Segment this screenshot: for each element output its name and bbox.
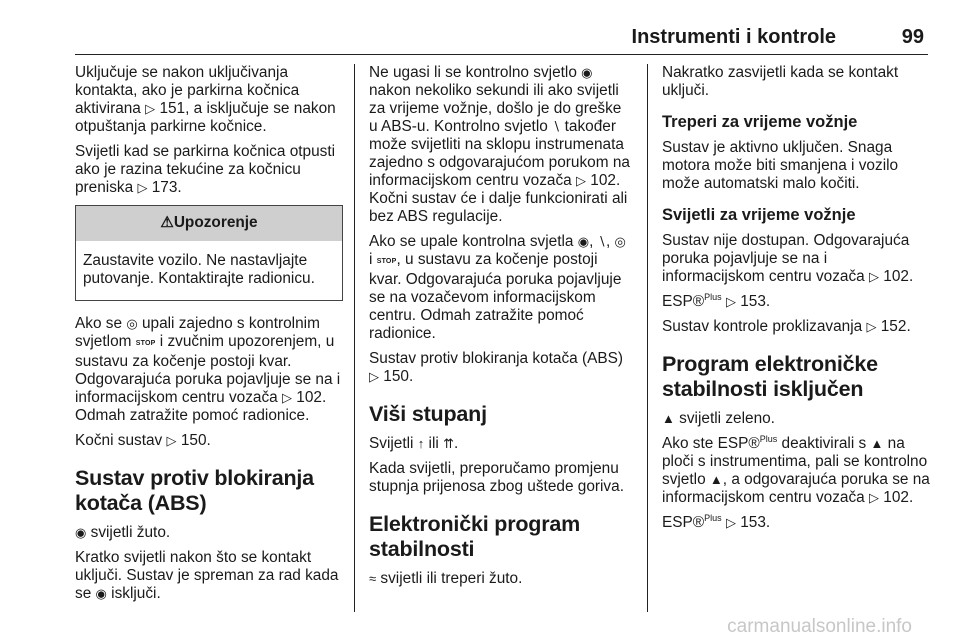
page-title: Instrumenti i kontrole [631, 26, 836, 48]
column-divider [647, 64, 648, 612]
paragraph: ◉ svijetli žuto. [75, 524, 171, 541]
paragraph: ▲ svijetli zeleno. [662, 410, 775, 427]
esp-off-icon: ▲ [662, 411, 675, 426]
watermark: carmanualsonline.info [727, 616, 912, 637]
abs-icon: ◉ [95, 586, 107, 601]
paragraph: Kada svijetli, preporučamo promjenu stupnja prijenosa zbog uštede goriva. [369, 460, 624, 495]
stop-icon: STOP [135, 340, 156, 347]
esp-off-icon: ▲ [709, 472, 723, 487]
arrow-ref-icon: ▷ [869, 269, 879, 284]
arrow-ref-icon: ▷ [725, 294, 736, 309]
page-header [75, 22, 928, 55]
shift-up-icon: ↑ [417, 436, 425, 451]
page-ref[interactable]: 151 [159, 100, 186, 117]
brake-warning-icon: ◎ [614, 234, 626, 249]
paragraph: ESP®$^{Plus}$ ▷ 153. [662, 291, 771, 310]
stop-icon: STOP [376, 258, 397, 265]
paragraph: Sustav je aktivno uključen. Snaga motora može biti smanjena i vozilo može automatski malo kočiti. [662, 139, 899, 192]
arrow-ref-icon: ▷ [576, 173, 586, 188]
paragraph: Ako se upale kontrolna svjetla ◉, ∖, ◎ i STOP, u sustavu za kočenje postoji kvar. Odgovarajuća poruka pojavljuje se na vozačevom informacijskom centru. Odmah zatražite pomoć radionice. [369, 233, 626, 342]
page-ref[interactable]: 150 [383, 368, 409, 385]
brake-warning-icon: ◎ [126, 316, 138, 331]
page-ref[interactable]: 153 [740, 514, 766, 531]
page-ref[interactable]: 173 [151, 179, 178, 196]
paragraph: Ne ugasi li se kontrolno svjetlo ◉ nakon nekoliko sekundi ili ako svijetli za vrijeme vožnje, došlo je do greške u ABS-u. Kontrolno svjetlo ∖ također može svijetliti na sklopu instrumenata zajedno s odgovarajućom porukom na informacijskom centru vozača ▷ 102. Kočni sustav će i dalje funkcionirati ali bez ABS regulacije. [369, 64, 630, 225]
arrow-ref-icon: ▷ [869, 490, 879, 505]
esp-icon: ≈ [369, 571, 377, 586]
paragraph: ESP®$^{Plus}$ ▷ 153. [662, 512, 771, 531]
page-ref[interactable]: 152 [880, 318, 907, 335]
paragraph: Sustav kontrole proklizavanja ▷ 152. [662, 318, 911, 335]
paragraph: Kratko svijetli nakon što se kontakt uključi. Sustav je spreman za rad kada se ◉ isključi. [75, 549, 339, 602]
column-2 [369, 64, 633, 595]
subheading-svijetli: Svijetli za vrijeme vožnje [662, 206, 856, 224]
arrow-ref-icon: ▷ [166, 433, 177, 448]
column-3 [662, 64, 934, 539]
subheading-treperi: Treperi za vrijeme vožnje [662, 113, 858, 131]
paragraph: Svijetli ↑ ili ⇈. [369, 435, 459, 452]
arrow-ref-icon: ▷ [369, 369, 379, 384]
page-ref[interactable]: 102 [590, 172, 616, 189]
abs-icon: ◉ [581, 65, 593, 80]
section-heading-abs: Sustav protiv blokiranja kotača (ABS) [75, 466, 314, 515]
warning-triangle-icon: ⚠ [160, 214, 174, 231]
section-heading-visi-stupanj: Viši stupanj [369, 402, 487, 426]
page-ref[interactable]: 102 [883, 489, 909, 506]
arrow-ref-icon: ▷ [137, 180, 148, 195]
section-heading-esp-off: Program elektroničke stabilnosti isključen [662, 352, 878, 401]
wrench-icon: ∖ [552, 119, 561, 134]
arrow-ref-icon: ▷ [282, 390, 292, 405]
warning-title: Upozorenje [173, 214, 258, 231]
paragraph: Sustav nije dostupan. Odgovarajuća poruka pojavljuje se na i informacijskom centru vozača ▷ 102. [662, 232, 914, 285]
warning-header [76, 206, 342, 241]
esp-off-icon: ▲ [870, 436, 884, 451]
page-number: 99 [901, 26, 924, 48]
abs-icon: ◉ [75, 525, 87, 540]
arrow-ref-icon: ▷ [725, 515, 736, 530]
page-ref[interactable]: 153 [740, 293, 766, 310]
page-ref[interactable]: 150 [180, 432, 207, 449]
warning-box [75, 205, 343, 301]
wrench-icon: ∖ [597, 234, 606, 249]
paragraph: Ako ste ESP®$^{Plus}$ deaktivirali s ▲ na ploči s instrumentima, pali se kontrolno svjetlo ▲, a odgovarajuća poruka se na informacijskom centru vozača ▷ 102. [662, 433, 930, 506]
shift-up-skip-icon: ⇈ [443, 436, 454, 451]
section-heading-esp: Elektronički program stabilnosti [369, 512, 581, 561]
paragraph: Sustav protiv blokiranja kotača (ABS) ▷ 150. [369, 350, 624, 385]
paragraph: Ako se ◎ upali zajedno s kontrolnim svjetlom STOP i zvučnim upozorenjem, u sustavu za kočenje postoji kvar. Odgovarajuća poruka pojavljuje se na i informacijskom centru vozača ▷ 102. Odmah zatražite pomoć radionice. [75, 315, 341, 424]
paragraph: Kočni sustav ▷ 150. [75, 432, 211, 449]
arrow-ref-icon: ▷ [145, 101, 156, 116]
arrow-ref-icon: ▷ [866, 319, 877, 334]
page-ref[interactable]: 102 [296, 389, 322, 406]
paragraph: ≈ svijetli ili treperi žuto. [369, 570, 523, 587]
column-1 [75, 64, 343, 610]
warning-text: Zaustavite vozilo. Ne nastavljajte putovanje. Kontaktirajte radionicu. [83, 252, 315, 287]
column-divider [354, 64, 355, 612]
page-ref[interactable]: 102 [883, 268, 909, 285]
paragraph: Svijetli kad se parkirna kočnica otpusti ako je razina tekućine za kočnicu preniska ▷ 173. [75, 143, 336, 196]
paragraph: Nakratko zasvijetli kada se kontakt uključi. [662, 64, 899, 99]
abs-icon: ◉ [577, 234, 590, 249]
paragraph: Uključuje se nakon uključivanja kontakta, ako je parkirna kočnica aktivirana ▷ 151, a isključuje se nakon otpuštanja parkirne kočnice. [75, 64, 336, 135]
